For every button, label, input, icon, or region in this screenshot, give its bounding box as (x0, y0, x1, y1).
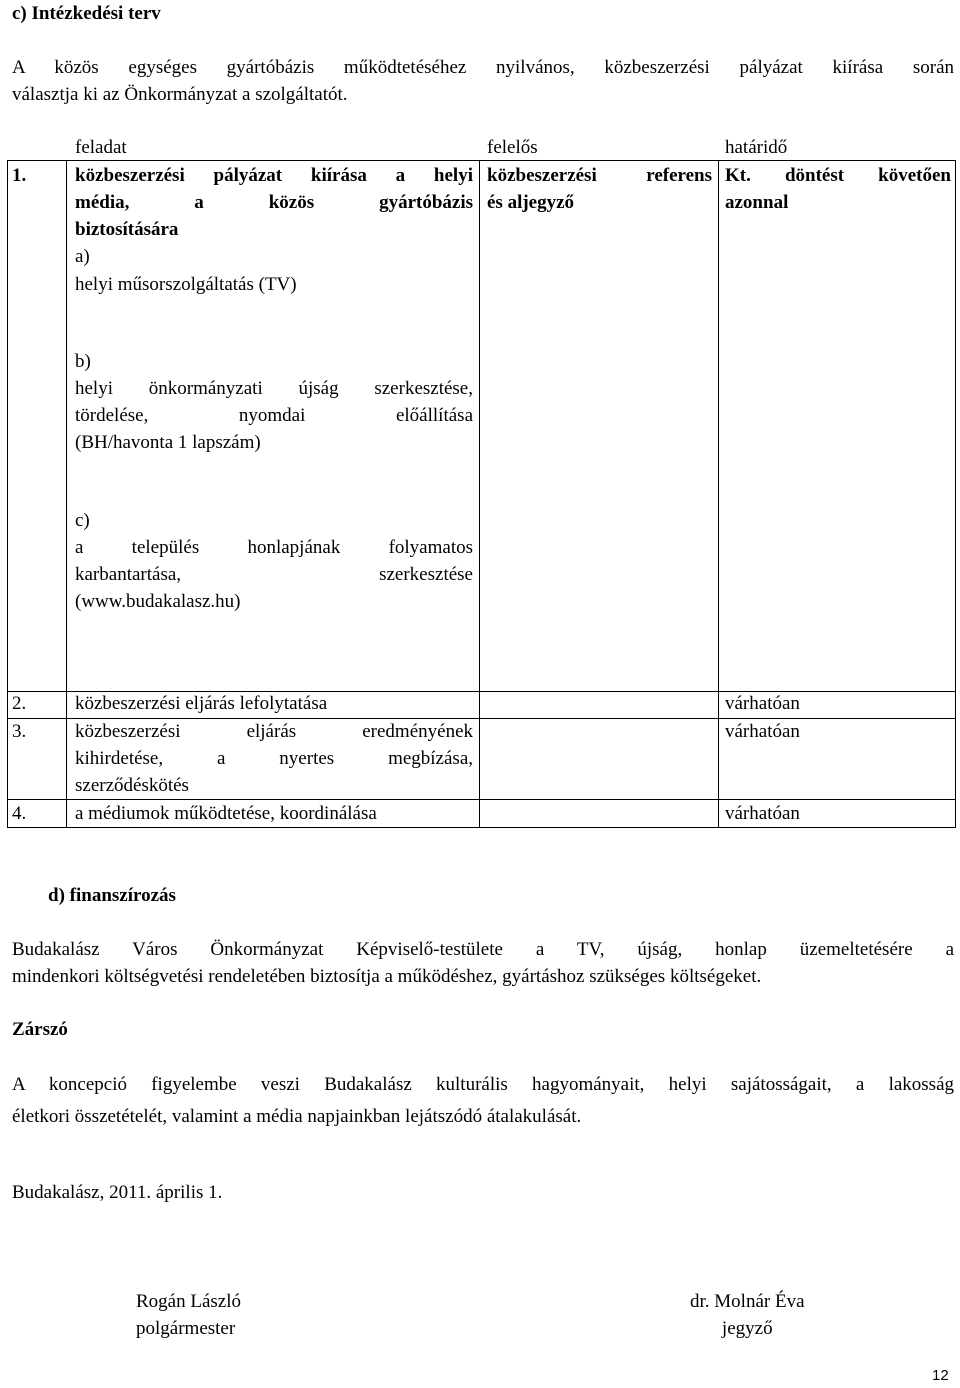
row1-sub-b-label: b) (75, 351, 91, 372)
header-responsible: felelős (487, 137, 538, 158)
row1-sub-c-line1: a település honlapjának folyamatos (75, 537, 473, 558)
row1-sub-c-line3: (www.budakalasz.hu) (75, 591, 241, 612)
signature-right-title: jegyző (721, 1318, 773, 1339)
signature-right (690, 1288, 805, 1342)
table-border-left-lower (7, 691, 8, 828)
row3-deadline: várhatóan (725, 721, 800, 742)
table-divider-num (66, 160, 67, 692)
row3-task-line1: közbeszerzési eljárás eredményének (75, 721, 473, 742)
row1-task-line3: biztosítására (75, 219, 179, 240)
table-divider-resp-lower (718, 691, 719, 828)
row2-task: közbeszerzési eljárás lefolytatása (75, 693, 328, 714)
row1-sub-b-line3: (BH/havonta 1 lapszám) (75, 432, 261, 453)
row1-number: 1. (12, 165, 27, 186)
table-divider-num-lower (66, 691, 67, 828)
row1-sub-c-line2: karbantartása, szerkesztése (75, 564, 473, 585)
row1-sub-b-line2: tördelése, nyomdai előállítása (75, 405, 473, 426)
row1-sub-b-line1: helyi önkormányzati újság szerkesztése, (75, 378, 473, 399)
row4-number: 4. (12, 803, 27, 824)
section-d-title: d) finanszírozás (48, 885, 176, 906)
finance-line-2: mindenkori költségvetési rendeletében biztosítja a működéshez, gyártáshoz szükséges költségeket. (12, 966, 762, 987)
page-number: 12 (932, 1367, 949, 1384)
intro-line-1: A közös egységes gyártóbázis működtetéséhez nyilvános, közbeszerzési pályázat kiírása során (12, 57, 954, 78)
row4-deadline: várhatóan (725, 803, 800, 824)
place-date: Budakalász, 2011. április 1. (12, 1182, 223, 1203)
closing-line-2: életkori összetételét, valamint a média napjainkban lejátszódó átalakulását. (12, 1106, 582, 1127)
closing-title: Zárszó (12, 1019, 68, 1040)
header-deadline: határidő (725, 137, 788, 158)
table-divider-resp (718, 160, 719, 692)
table-line-bottom (7, 827, 956, 828)
table-border-right-lower (955, 691, 956, 828)
row3-task-line2: kihirdetése, a nyertes megbízása, (75, 748, 473, 769)
row1-responsible-line2: és aljegyző (487, 192, 575, 213)
row1-task-line1: közbeszerzési pályázat kiírása a helyi (75, 165, 473, 186)
row1-sub-c-label: c) (75, 510, 90, 531)
finance-line-1: Budakalász Város Önkormányzat Képviselő-testülete a TV, újság, honlap üzemeltetésére a (12, 939, 954, 960)
row3-number: 3. (12, 721, 27, 742)
signature-left-name: Rogán László (136, 1291, 242, 1312)
header-task: feladat (75, 137, 127, 158)
row1-sub-a-text: helyi műsorszolgáltatás (TV) (75, 274, 297, 295)
row2-number: 2. (12, 693, 27, 714)
table-divider-task-lower (479, 691, 480, 828)
row4-task: a médiumok működtetése, koordinálása (75, 803, 377, 824)
table-divider-task (479, 160, 480, 692)
table-border-left (7, 160, 8, 692)
signature-right-name: dr. Molnár Éva (690, 1291, 805, 1312)
section-c-title: c) Intézkedési terv (12, 3, 161, 24)
signature-left-title: polgármester (136, 1318, 236, 1339)
row1-sub-a-label: a) (75, 246, 90, 267)
table-line-header (7, 160, 956, 161)
row1-task-line2: média, a közös gyártóbázis (75, 192, 473, 213)
row1-responsible-line1: közbeszerzési referens (487, 165, 712, 186)
closing-line-1: A koncepció figyelembe veszi Budakalász kulturális hagyományait, helyi sajátosságait, a lakosság (12, 1074, 954, 1095)
row1-deadline-line1: Kt. döntést követően (725, 165, 951, 186)
intro-line-2: választja ki az Önkormányzat a szolgáltatót. (12, 84, 348, 105)
row3-task-line3: szerződéskötés (75, 775, 189, 796)
signature-left (136, 1288, 241, 1342)
row1-deadline-line2: azonnal (725, 192, 789, 213)
row2-deadline: várhatóan (725, 693, 800, 714)
table-border-right (955, 160, 956, 692)
